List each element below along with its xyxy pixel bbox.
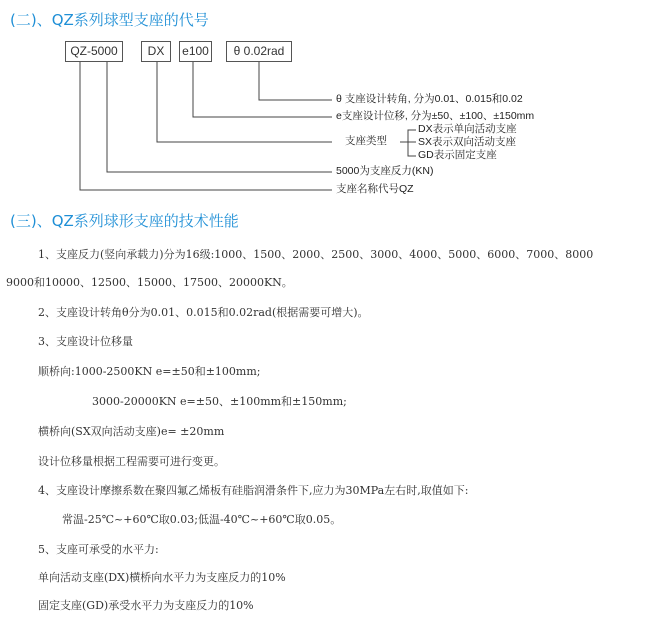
leader-type [157,61,332,142]
code-box-e100: e100 [179,41,212,62]
code-box-qz: QZ-5000 [65,41,123,62]
paragraph-3-longitudinal-2: 3000-20000KN e=±50、±100mm和±150mm; [92,395,347,408]
section-heading-performance: (三)、QZ系列球形支座的技术性能 [10,212,239,230]
leader-displacement [193,61,332,117]
paragraph-1: 1、支座反力(竖向承载力)分为16级:1000、1500、2000、2500、3000、4000、5000、6000、7000、8000 [38,248,594,261]
label-type: 支座类型 [345,135,387,147]
paragraph-5-gd: 固定支座(GD)承受水平力为支座反力的10% [38,599,254,612]
label-displacement: e支座设计位移, 分为±50、±100、±150mm [336,110,535,122]
paragraph-3-transverse: 横桥向(SX双向活动支座)e= ±20mm [38,425,225,438]
paragraph-5: 5、支座可承受的水平力: [38,543,159,556]
paragraph-4: 4、支座设计摩擦系数在聚四氟乙烯板有硅脂润滑条件下,应力为30MPa左右时,取值如下: [38,484,469,497]
label-force: 5000为支座反力(KN) [336,165,434,177]
paragraph-1-cont: 9000和10000、12500、15000、17500、20000KN。 [6,276,293,289]
section-heading-code: (二)、QZ系列球型支座的代号 [10,11,209,29]
label-sx: SX表示双向活动支座 [418,136,517,148]
label-gd: GD表示固定支座 [418,149,497,161]
leader-rotation [259,61,332,100]
label-dx: DX表示单向活动支座 [418,123,517,135]
paragraph-4-values: 常温-25℃~+60℃取0.03;低温-40℃~+60℃取0.05。 [62,513,342,526]
label-name: 支座名称代号QZ [336,183,414,195]
paragraph-2: 2、支座设计转角θ分为0.01、0.015和0.02rad(根据需要可增大)。 [38,306,369,319]
paragraph-3-longitudinal: 顺桥向:1000-2500KN e=±50和±100mm; [38,365,261,378]
code-box-theta: θ 0.02rad [226,41,292,62]
paragraph-5-dx: 单向活动支座(DX)横桥向水平力为支座反力的10% [38,571,286,584]
code-box-dx: DX [141,41,171,62]
code-diagram [0,0,645,200]
leader-name [80,61,332,190]
label-rotation: θ 支座设计转角, 分为0.01、0.015和0.02 [336,93,523,105]
type-bracket [400,130,416,142]
paragraph-3: 3、支座设计位移量 [38,335,133,348]
paragraph-3-note: 设计位移量根据工程需要可进行变更。 [38,455,225,468]
